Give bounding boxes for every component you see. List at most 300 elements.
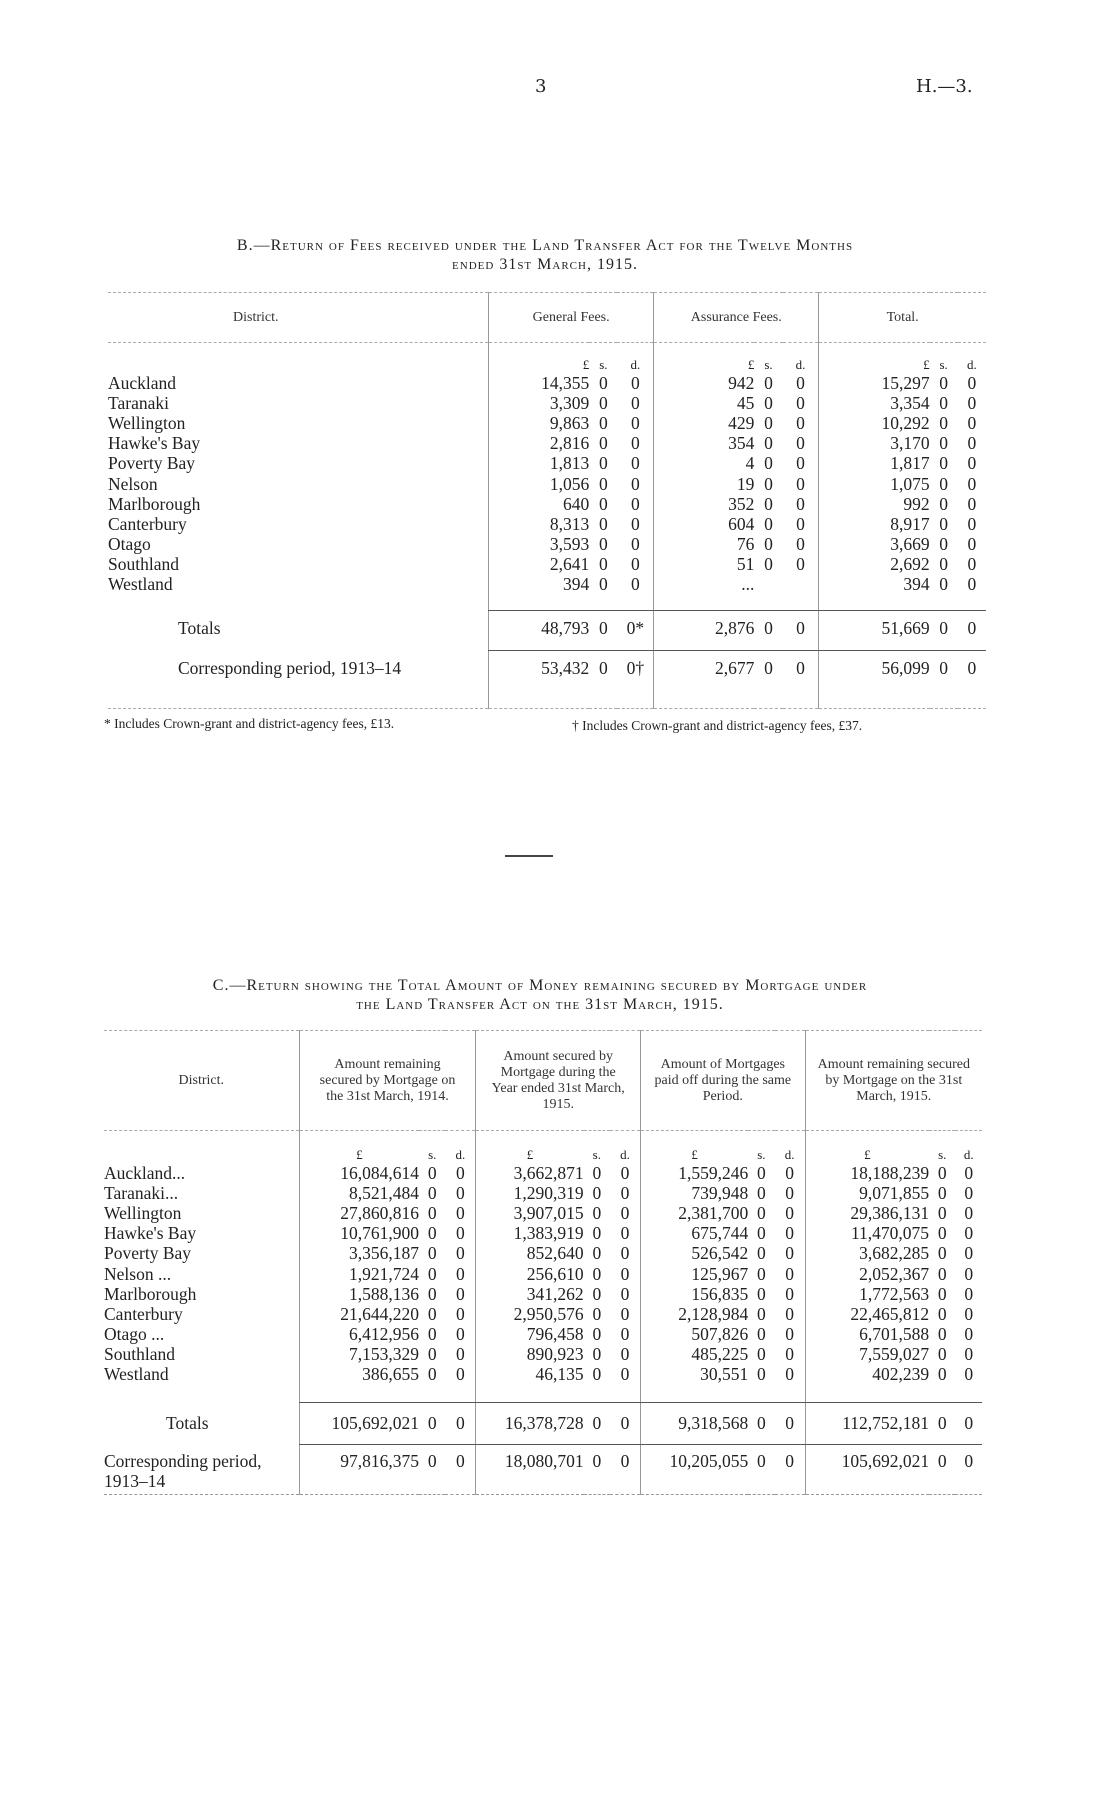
shillings: 0 <box>592 1324 602 1345</box>
shillings: 0 <box>757 1243 766 1264</box>
c1-pounds: 8,521,484 <box>299 1183 419 1203</box>
shillings: 0 <box>764 554 773 575</box>
corresponding-c2-pounds: 18,080,701 <box>476 1445 584 1491</box>
fees-table <box>108 292 986 709</box>
pence: 0 <box>456 1303 465 1324</box>
pence: 0 <box>796 392 805 413</box>
shillings: 0 <box>757 1413 766 1434</box>
table-cell <box>445 1491 475 1495</box>
table-cell <box>805 1491 929 1495</box>
c3-pounds: 125,967 <box>641 1263 749 1283</box>
pence: 0 <box>964 1162 974 1183</box>
pence: 0 <box>785 1182 794 1203</box>
shillings: 0 <box>757 1182 766 1203</box>
pence: 0 <box>785 1451 794 1472</box>
general-pounds: 394 <box>489 574 590 594</box>
district-name: Canterbury <box>108 513 187 534</box>
shillings: 0 <box>757 1223 766 1244</box>
assurance-pounds: 429 <box>654 413 755 433</box>
pence: 0 <box>796 433 805 454</box>
shillings: 0 <box>757 1202 766 1223</box>
pence: 0 <box>620 1223 630 1244</box>
district-name: Marlborough <box>104 1283 197 1304</box>
c1-pounds: 16,084,614 <box>299 1163 419 1183</box>
totals-assurance-pounds: 2,876 <box>654 611 755 647</box>
shillings: 0 <box>757 1344 766 1365</box>
general-pounds: 3,593 <box>489 534 590 554</box>
shillings: 0 <box>939 412 949 433</box>
shillings: 0 <box>757 1451 766 1472</box>
shillings: 0 <box>764 433 773 454</box>
table-cell <box>783 687 819 709</box>
assurance-pounds: 4 <box>654 453 755 473</box>
pence: 0 <box>630 392 640 413</box>
pence: 0 <box>630 554 640 575</box>
pound-unit: £ <box>489 343 590 373</box>
pence: 0 <box>796 618 805 639</box>
table-cell <box>299 1491 419 1495</box>
shillings: 0 <box>764 658 773 679</box>
footnote-general-fees: * Includes Crown-grant and district-agency fees, £13. <box>104 716 395 731</box>
total-pounds: 1,817 <box>819 453 930 473</box>
totals-general-pence: 0* <box>626 618 645 639</box>
shillings: 0 <box>764 412 773 433</box>
pence: 0 <box>964 1263 974 1284</box>
district-name: Auckland... <box>104 1162 186 1183</box>
c1-pounds: 1,588,136 <box>299 1284 419 1304</box>
total-pounds: 15,297 <box>819 373 930 393</box>
total-pounds: 10,292 <box>819 413 930 433</box>
pence-unit: d. <box>784 1146 795 1162</box>
c1-pounds: 27,860,816 <box>299 1203 419 1223</box>
c3-pounds: 30,551 <box>641 1364 749 1384</box>
table-cell <box>819 687 930 709</box>
pence: 0 <box>620 1324 630 1345</box>
pence: 0 <box>630 372 640 393</box>
totals-label: Totals <box>178 618 221 639</box>
shillings: 0 <box>427 1243 437 1264</box>
table-cell <box>958 595 986 611</box>
table-cell <box>805 1385 929 1403</box>
section-divider <box>505 855 553 857</box>
shillings: 0 <box>939 554 949 575</box>
shillings: 0 <box>939 473 949 494</box>
shillings: 0 <box>757 1162 766 1183</box>
pence: 0 <box>456 1283 465 1304</box>
shillings: 0 <box>939 433 949 454</box>
c3-pounds: 2,381,700 <box>641 1203 749 1223</box>
shillings: 0 <box>937 1283 947 1304</box>
district-name: Poverty Bay <box>104 1243 192 1264</box>
pence-unit: d. <box>963 1146 974 1162</box>
c1-pounds: 1,921,724 <box>299 1263 419 1283</box>
general-pounds: 9,863 <box>489 413 590 433</box>
c2-pounds: 256,610 <box>476 1263 584 1283</box>
document-reference: H.—3. <box>916 76 973 97</box>
shillings: 0 <box>592 1162 602 1183</box>
pence: 0 <box>796 554 805 575</box>
table-row <box>108 453 986 473</box>
shillings: 0 <box>757 1364 766 1385</box>
shillings: 0 <box>764 513 773 534</box>
total-pounds: 2,692 <box>819 554 930 574</box>
totals-row <box>104 1403 982 1443</box>
c2-pounds: 3,662,871 <box>476 1163 584 1183</box>
pence-unit: d. <box>630 356 641 372</box>
pence: 0 <box>620 1303 630 1324</box>
table-cell <box>929 1385 955 1403</box>
shillings: 0 <box>427 1324 437 1345</box>
general-pounds: 14,355 <box>489 373 590 393</box>
table-cell <box>958 687 986 709</box>
district-name: Auckland <box>108 372 177 393</box>
pence: 0 <box>785 1283 794 1304</box>
shillings: 0 <box>592 1202 602 1223</box>
total-pounds: 3,669 <box>819 534 930 554</box>
shillings: 0 <box>937 1263 947 1284</box>
end-row <box>104 1491 982 1495</box>
shillings: 0 <box>599 513 608 534</box>
shillings: 0 <box>939 392 949 413</box>
assurance-pounds: 604 <box>654 514 755 534</box>
pence: 0 <box>785 1243 794 1264</box>
shillings: 0 <box>764 372 773 393</box>
column-header-c1: Amount remaining secured by Mortgage on the 31st March, 1914. <box>299 1031 476 1131</box>
pence: 0 <box>456 1451 465 1472</box>
district-name: Wellington <box>108 412 186 433</box>
pence: 0 <box>967 618 977 639</box>
pence: 0 <box>964 1413 974 1434</box>
district-name: Otago <box>108 534 151 555</box>
table-cell <box>584 1385 610 1403</box>
pound-unit: £ <box>476 1131 584 1163</box>
shillings: 0 <box>427 1283 437 1304</box>
shillings: 0 <box>764 493 773 514</box>
table-cell <box>617 595 653 611</box>
pence: 0 <box>796 372 805 393</box>
table-row <box>108 514 986 534</box>
shillings: 0 <box>599 392 608 413</box>
c4-pounds: 18,188,239 <box>805 1163 929 1183</box>
shillings: 0 <box>599 412 608 433</box>
general-pounds: 8,313 <box>489 514 590 534</box>
pence: 0 <box>630 574 640 595</box>
pence: 0 <box>630 493 640 514</box>
shillings: 0 <box>427 1223 437 1244</box>
table-cell <box>955 1385 982 1403</box>
shillings: 0 <box>937 1344 947 1365</box>
table-row <box>104 1223 982 1243</box>
district-name: Otago ... <box>104 1324 165 1345</box>
pence: 0 <box>630 453 640 474</box>
table-cell <box>589 687 617 709</box>
table-b-title-line1: B.—Return of Fees received under the Land Transfer Act for the Twelve Months <box>236 237 854 254</box>
shillings: 0 <box>599 574 608 595</box>
pound-unit: £ <box>641 1131 749 1163</box>
footnote-corresponding: † Includes Crown-grant and district-agency fees, £37. <box>572 718 863 733</box>
table-row <box>108 413 986 433</box>
c2-pounds: 2,950,576 <box>476 1304 584 1324</box>
shillings: 0 <box>939 658 949 679</box>
table-cell <box>104 1491 299 1495</box>
rule-row <box>104 1385 982 1403</box>
shillings: 0 <box>592 1364 602 1385</box>
pence: 0 <box>630 534 640 555</box>
table-row <box>108 574 986 594</box>
pence-unit: d. <box>967 356 977 372</box>
district-name: Southland <box>108 554 179 575</box>
pence: 0 <box>785 1413 794 1434</box>
page-number: 3 <box>535 76 547 97</box>
pence: 0 <box>796 513 805 534</box>
shillings: 0 <box>427 1202 437 1223</box>
c2-pounds: 3,907,015 <box>476 1203 584 1223</box>
table-cell <box>783 595 819 611</box>
assurance-pounds: 942 <box>654 373 755 393</box>
pence <box>783 574 819 594</box>
assurance-pounds: 352 <box>654 494 755 514</box>
general-pounds: 2,816 <box>489 433 590 453</box>
table-cell <box>617 687 653 709</box>
column-header-assurance: Assurance Fees. <box>654 293 819 343</box>
table-row <box>104 1344 982 1364</box>
c4-pounds: 22,465,812 <box>805 1304 929 1324</box>
district-name: Wellington <box>104 1202 182 1223</box>
total-pounds: 8,917 <box>819 514 930 534</box>
table-cell <box>489 595 590 611</box>
pence: 0 <box>456 1364 465 1385</box>
table-cell <box>641 1491 749 1495</box>
table-cell <box>584 1491 610 1495</box>
c3-pounds: 507,826 <box>641 1324 749 1344</box>
shillings: 0 <box>937 1243 947 1264</box>
totals-label: Totals <box>166 1412 209 1433</box>
c2-pounds: 890,923 <box>476 1344 584 1364</box>
total-pounds: 394 <box>819 574 930 594</box>
table-cell <box>654 687 755 709</box>
pound-unit: £ <box>299 1131 419 1163</box>
district-name: Hawke's Bay <box>104 1223 197 1244</box>
shillings: 0 <box>592 1243 602 1264</box>
pence: 0 <box>456 1202 465 1223</box>
table-cell <box>610 1385 640 1403</box>
pence: 0 <box>967 554 977 575</box>
shillings: 0 <box>599 534 608 555</box>
shillings: 0 <box>939 493 949 514</box>
table-row <box>108 494 986 514</box>
pence: 0 <box>620 1202 630 1223</box>
shillings: 0 <box>937 1451 947 1472</box>
c3-pounds: 675,744 <box>641 1223 749 1243</box>
pence: 0 <box>964 1324 974 1345</box>
corresponding-assurance-pounds: 2,677 <box>654 651 755 687</box>
district-name: Westland <box>104 1364 169 1385</box>
totals-c2-pounds: 16,378,728 <box>476 1403 584 1443</box>
table-cell <box>476 1491 584 1495</box>
pence: 0 <box>785 1162 794 1183</box>
total-pounds: 3,170 <box>819 433 930 453</box>
pence: 0 <box>964 1303 974 1324</box>
shillings-unit: s. <box>592 1146 601 1162</box>
table-row <box>108 373 986 393</box>
district-name: Poverty Bay <box>108 453 196 474</box>
pence: 0 <box>785 1303 794 1324</box>
units-row <box>104 1131 982 1163</box>
general-pounds: 2,641 <box>489 554 590 574</box>
shillings: 0 <box>599 493 608 514</box>
pence: 0 <box>456 1182 465 1203</box>
totals-c1-pounds: 105,692,021 <box>299 1403 419 1443</box>
corresponding-general-pence: 0† <box>626 658 645 679</box>
c4-pounds: 29,386,131 <box>805 1203 929 1223</box>
table-cell <box>104 1131 299 1163</box>
shillings: 0 <box>937 1324 947 1345</box>
pence: 0 <box>620 1364 630 1385</box>
district-name: Nelson <box>108 473 158 494</box>
shillings: 0 <box>592 1182 602 1203</box>
pence: 0 <box>967 574 977 595</box>
general-pounds: 3,309 <box>489 393 590 413</box>
shillings: 0 <box>427 1344 437 1365</box>
table-cell <box>748 1491 774 1495</box>
table-cell <box>108 687 489 709</box>
pence: 0 <box>785 1324 794 1345</box>
table-c-title-line1: C.—Return showing the Total Amount of Money remaining secured by Mortgage under <box>212 977 868 994</box>
table-cell <box>108 343 489 373</box>
table-cell <box>654 595 755 611</box>
c4-pounds: 6,701,588 <box>805 1324 929 1344</box>
table-row <box>108 393 986 413</box>
assurance-pounds: 51 <box>654 554 755 574</box>
shillings: 0 <box>592 1451 602 1472</box>
shillings: 0 <box>939 618 949 639</box>
pence: 0 <box>964 1344 974 1365</box>
shillings: 0 <box>599 618 608 639</box>
c3-pounds: 739,948 <box>641 1183 749 1203</box>
shillings-unit: s. <box>428 1146 437 1162</box>
table-row <box>104 1203 982 1223</box>
shillings: 0 <box>427 1182 437 1203</box>
pence: 0 <box>456 1413 465 1434</box>
totals-c4-pounds: 112,752,181 <box>805 1403 929 1443</box>
shillings: 0 <box>764 618 773 639</box>
corresponding-total-pounds: 56,099 <box>819 651 930 687</box>
assurance-pounds: 354 <box>654 433 755 453</box>
table-row <box>104 1163 982 1183</box>
table-cell <box>819 595 930 611</box>
pence: 0 <box>456 1324 465 1345</box>
corresponding-general-pounds: 53,432 <box>489 651 590 687</box>
district-name: Taranaki <box>108 392 169 413</box>
column-header-district: District. <box>104 1031 299 1131</box>
pence: 0 <box>964 1182 974 1203</box>
shillings: 0 <box>427 1303 437 1324</box>
pound-unit: £ <box>805 1131 929 1163</box>
c1-pounds: 10,761,900 <box>299 1223 419 1243</box>
table-cell <box>489 687 590 709</box>
pence: 0 <box>796 412 805 433</box>
c4-pounds: 9,071,855 <box>805 1183 929 1203</box>
c3-pounds: 2,128,984 <box>641 1304 749 1324</box>
c3-pounds: 1,559,246 <box>641 1163 749 1183</box>
table-b-title <box>100 236 990 274</box>
shillings: 0 <box>764 473 773 494</box>
pence: 0 <box>967 433 977 454</box>
units-row <box>108 343 986 373</box>
pence: 0 <box>967 392 977 413</box>
column-header-district: District. <box>108 293 489 343</box>
pence: 0 <box>630 473 640 494</box>
c4-pounds: 402,239 <box>805 1364 929 1384</box>
corresponding-c1-pounds: 97,816,375 <box>299 1445 419 1491</box>
pence: 0 <box>964 1223 974 1244</box>
shillings: 0 <box>599 658 608 679</box>
table-c-title <box>100 976 980 1014</box>
shillings: 0 <box>592 1303 602 1324</box>
pence: 0 <box>620 1344 630 1365</box>
total-pounds: 3,354 <box>819 393 930 413</box>
table-row <box>108 534 986 554</box>
header-row <box>108 293 986 343</box>
district-name: Nelson ... <box>104 1263 172 1284</box>
table-cell <box>930 595 958 611</box>
c4-pounds: 1,772,563 <box>805 1284 929 1304</box>
shillings: 0 <box>592 1413 602 1434</box>
pence: 0 <box>967 513 977 534</box>
shillings <box>754 574 782 594</box>
shillings: 0 <box>427 1364 437 1385</box>
pence: 0 <box>785 1364 794 1385</box>
pence: 0 <box>967 473 977 494</box>
pence: 0 <box>785 1263 794 1284</box>
c3-pounds: 526,542 <box>641 1243 749 1263</box>
pence: 0 <box>967 658 977 679</box>
district-name: Taranaki... <box>104 1182 179 1203</box>
assurance-pounds: ... <box>654 574 755 594</box>
pence: 0 <box>967 453 977 474</box>
end-row <box>108 687 986 709</box>
pence-unit: d. <box>795 356 806 372</box>
shillings: 0 <box>937 1223 947 1244</box>
general-pounds: 640 <box>489 494 590 514</box>
c2-pounds: 852,640 <box>476 1243 584 1263</box>
pence: 0 <box>620 1263 630 1284</box>
rule-row <box>108 595 986 611</box>
shillings: 0 <box>757 1324 766 1345</box>
table-cell <box>589 595 617 611</box>
c1-pounds: 3,356,187 <box>299 1243 419 1263</box>
shillings: 0 <box>937 1364 947 1385</box>
corresponding-c3-pounds: 10,205,055 <box>641 1445 749 1491</box>
pence: 0 <box>620 1182 630 1203</box>
shillings: 0 <box>764 453 773 474</box>
column-header-c3: Amount of Mortgages paid off during the same Period. <box>641 1031 806 1131</box>
mortgage-table <box>104 1030 982 1495</box>
shillings: 0 <box>599 433 608 454</box>
shillings: 0 <box>592 1344 602 1365</box>
pence: 0 <box>456 1162 465 1183</box>
table-cell <box>104 1385 299 1403</box>
totals-row <box>108 611 986 647</box>
table-row <box>104 1324 982 1344</box>
table-cell <box>930 687 958 709</box>
table-row <box>108 433 986 453</box>
pence: 0 <box>964 1202 974 1223</box>
table-cell <box>955 1491 982 1495</box>
district-name: Marlborough <box>108 493 201 514</box>
table-row <box>108 473 986 493</box>
pence: 0 <box>964 1451 974 1472</box>
